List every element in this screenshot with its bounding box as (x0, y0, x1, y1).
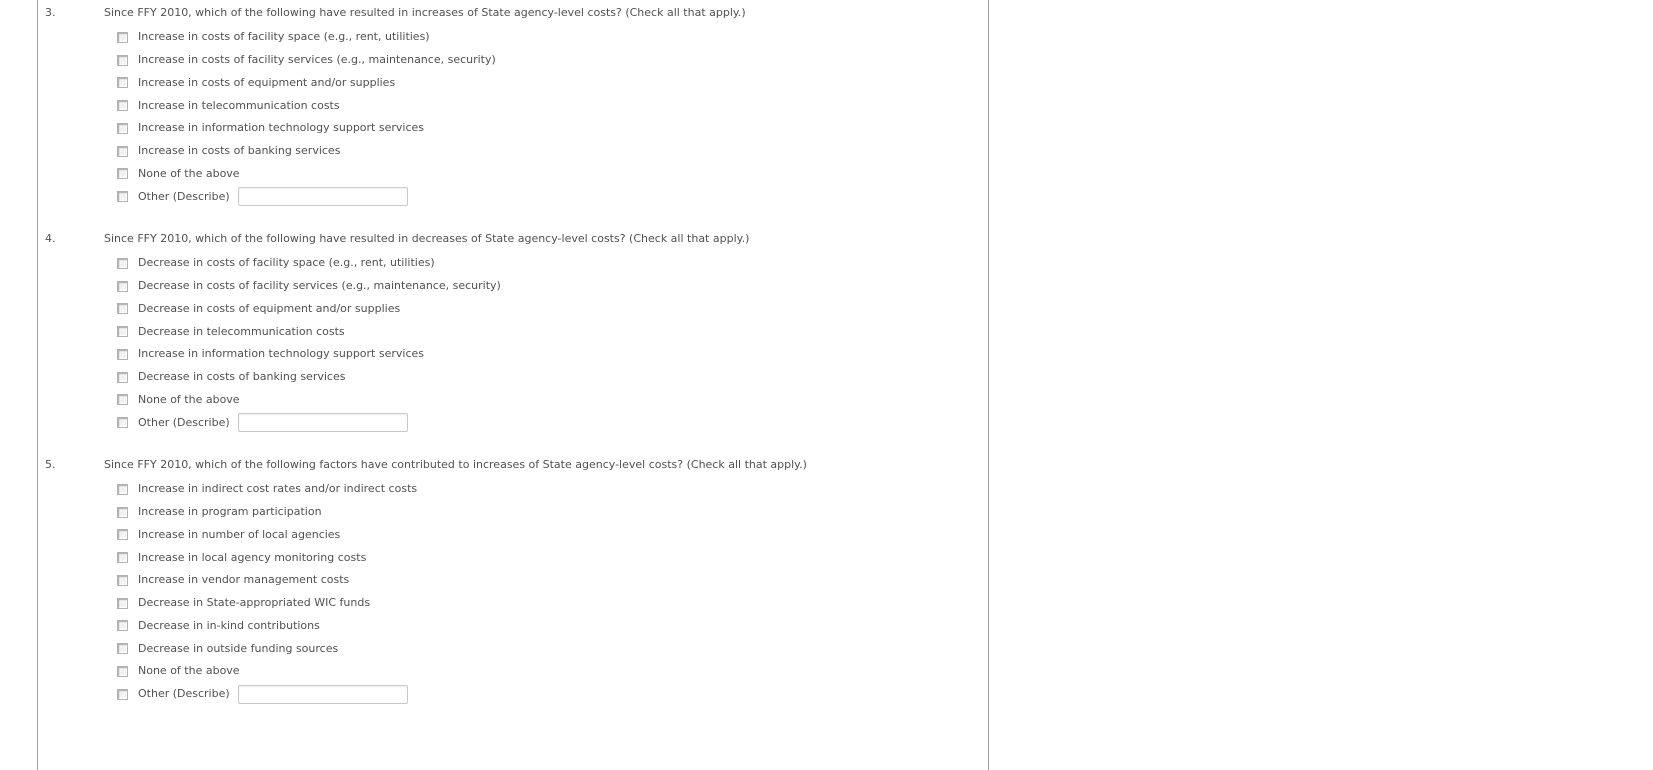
checkbox-icon[interactable] (117, 55, 128, 66)
checkbox-option[interactable] (117, 275, 988, 298)
question-header (38, 232, 988, 246)
other-describe-input[interactable] (238, 187, 408, 206)
checkbox-label: None of the above (138, 392, 240, 406)
checkbox-label: Decrease in costs of equipment and/or supplies (138, 301, 401, 315)
checkbox-icon[interactable] (117, 303, 128, 314)
options-list (117, 252, 988, 434)
checkbox-icon[interactable] (117, 123, 128, 134)
checkbox-label: Increase in costs of facility space (e.g., rent, utilities) (138, 30, 430, 44)
question-number: 3. (45, 6, 56, 19)
checkbox-option[interactable] (117, 546, 988, 569)
checkbox-option[interactable] (117, 478, 988, 501)
checkbox-icon[interactable] (117, 372, 128, 383)
checkbox-label: Other (Describe) (138, 415, 230, 429)
question-header (38, 6, 988, 20)
checkbox-label: Increase in costs of facility services (e.g., maintenance, security) (138, 53, 496, 67)
checkbox-label: None of the above (138, 166, 240, 180)
checkbox-option[interactable] (117, 660, 988, 683)
checkbox-icon[interactable] (117, 32, 128, 43)
checkbox-label: Increase in indirect cost rates and/or indirect costs (138, 482, 418, 496)
checkbox-option[interactable] (117, 343, 988, 366)
checkbox-icon[interactable] (117, 620, 128, 631)
checkbox-label: None of the above (138, 664, 240, 678)
checkbox-option[interactable] (117, 366, 988, 389)
checkbox-icon[interactable] (117, 417, 128, 428)
checkbox-label: Other (Describe) (138, 189, 230, 203)
checkbox-label: Decrease in costs of facility space (e.g., rent, utilities) (138, 256, 435, 270)
options-list (117, 478, 988, 706)
checkbox-icon[interactable] (117, 146, 128, 157)
checkbox-label: Decrease in in-kind contributions (138, 618, 320, 632)
checkbox-label: Decrease in outside funding sources (138, 641, 339, 655)
checkbox-icon[interactable] (117, 394, 128, 405)
checkbox-option[interactable] (117, 320, 988, 343)
checkbox-option[interactable] (117, 252, 988, 275)
checkbox-icon[interactable] (117, 168, 128, 179)
checkbox-icon[interactable] (117, 552, 128, 563)
checkbox-option[interactable] (117, 298, 988, 321)
checkbox-label: Increase in costs of banking services (138, 144, 341, 158)
checkbox-icon[interactable] (117, 258, 128, 269)
checkbox-icon[interactable] (117, 507, 128, 518)
other-describe-input[interactable] (238, 413, 408, 432)
checkbox-icon[interactable] (117, 689, 128, 700)
checkbox-option[interactable] (117, 94, 988, 117)
question-header (38, 458, 988, 472)
question-block (38, 232, 988, 434)
survey-panel (37, 0, 989, 770)
checkbox-option[interactable] (117, 140, 988, 163)
checkbox-label: Increase in information technology support services (138, 347, 424, 361)
checkbox-icon[interactable] (117, 575, 128, 586)
checkbox-label: Other (Describe) (138, 687, 230, 701)
question-text: Since FFY 2010, which of the following factors have contributed to increases of State agency-level costs? (Check all that apply.) (104, 458, 807, 471)
checkbox-label: Increase in vendor management costs (138, 573, 350, 587)
checkbox-icon[interactable] (117, 484, 128, 495)
checkbox-option[interactable] (117, 524, 988, 547)
question-text: Since FFY 2010, which of the following have resulted in increases of State agency-level costs? (Check all that apply.) (104, 6, 746, 19)
checkbox-label: Decrease in costs of banking services (138, 370, 346, 384)
checkbox-option[interactable] (117, 49, 988, 72)
checkbox-label: Decrease in costs of facility services (e.g., maintenance, security) (138, 279, 501, 293)
checkbox-label: Increase in telecommunication costs (138, 98, 340, 112)
checkbox-icon[interactable] (117, 666, 128, 677)
checkbox-icon[interactable] (117, 326, 128, 337)
checkbox-option[interactable] (117, 26, 988, 49)
checkbox-label: Decrease in telecommunication costs (138, 324, 345, 338)
checkbox-option[interactable] (117, 163, 988, 186)
checkbox-icon[interactable] (117, 191, 128, 202)
checkbox-option[interactable] (117, 683, 988, 706)
checkbox-option[interactable] (117, 389, 988, 412)
checkbox-label: Decrease in State-appropriated WIC funds (138, 596, 371, 610)
checkbox-option[interactable] (117, 185, 988, 208)
checkbox-option[interactable] (117, 501, 988, 524)
checkbox-label: Increase in local agency monitoring costs (138, 550, 367, 564)
checkbox-option[interactable] (117, 615, 988, 638)
checkbox-icon[interactable] (117, 598, 128, 609)
question-number: 5. (45, 458, 56, 471)
questions-container (38, 6, 988, 706)
question-block (38, 458, 988, 706)
checkbox-label: Increase in information technology support services (138, 121, 424, 135)
checkbox-icon[interactable] (117, 643, 128, 654)
checkbox-option[interactable] (117, 569, 988, 592)
checkbox-label: Increase in costs of equipment and/or supplies (138, 75, 396, 89)
checkbox-option[interactable] (117, 117, 988, 140)
checkbox-icon[interactable] (117, 77, 128, 88)
checkbox-icon[interactable] (117, 100, 128, 111)
options-list (117, 26, 988, 208)
question-block (38, 6, 988, 208)
checkbox-icon[interactable] (117, 529, 128, 540)
checkbox-option[interactable] (117, 72, 988, 95)
checkbox-label: Increase in program participation (138, 505, 322, 519)
checkbox-label: Increase in number of local agencies (138, 527, 341, 541)
checkbox-icon[interactable] (117, 349, 128, 360)
question-number: 4. (45, 232, 56, 245)
other-describe-input[interactable] (238, 685, 408, 704)
checkbox-option[interactable] (117, 411, 988, 434)
checkbox-option[interactable] (117, 637, 988, 660)
question-text: Since FFY 2010, which of the following have resulted in decreases of State agency-level costs? (Check all that apply.) (104, 232, 750, 245)
checkbox-option[interactable] (117, 592, 988, 615)
checkbox-icon[interactable] (117, 281, 128, 292)
